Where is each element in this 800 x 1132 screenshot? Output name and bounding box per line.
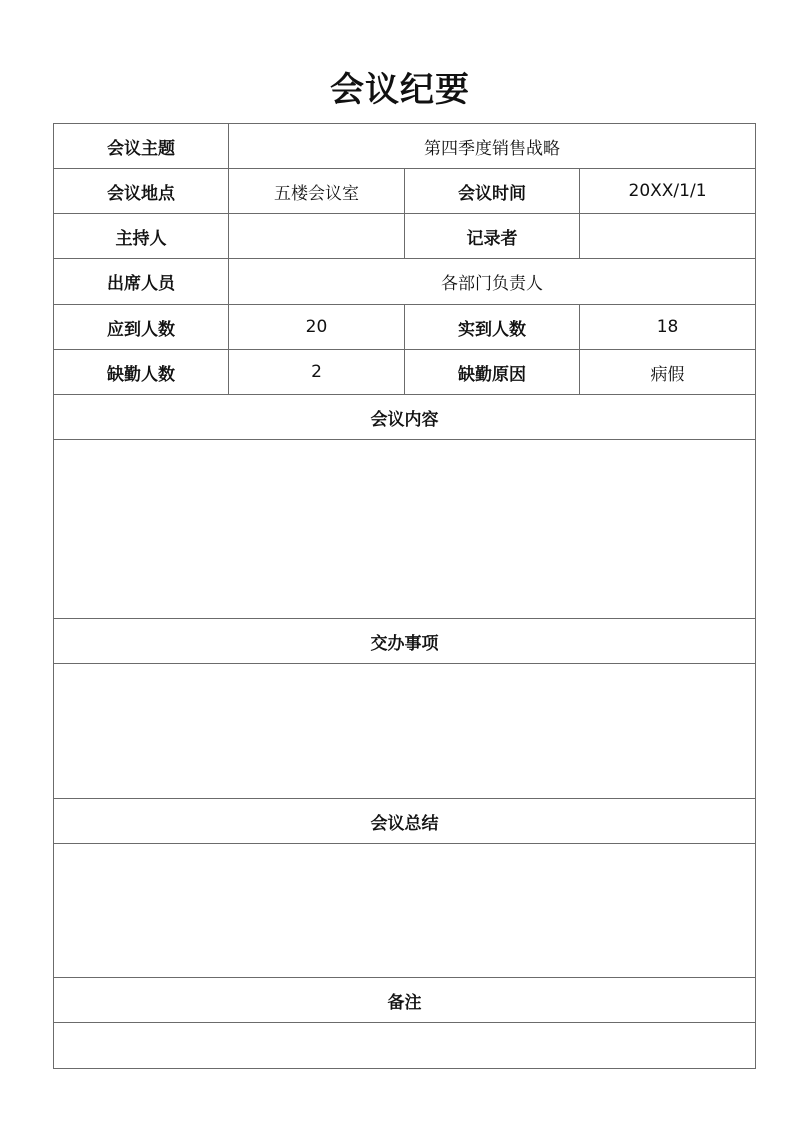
summary-section-body[interactable] bbox=[54, 844, 756, 978]
topic-row bbox=[54, 124, 756, 169]
location-label: 会议地点 bbox=[54, 169, 229, 214]
absent-label: 缺勤人数 bbox=[54, 350, 229, 395]
location-value[interactable]: 五楼会议室 bbox=[229, 169, 405, 214]
notes-section-header: 备注 bbox=[54, 978, 756, 1023]
content-section-header: 会议内容 bbox=[54, 395, 756, 440]
recorder-value[interactable] bbox=[580, 214, 756, 259]
host-recorder-row bbox=[54, 214, 756, 259]
actual-label: 实到人数 bbox=[405, 305, 580, 350]
actual-value[interactable]: 18 bbox=[580, 305, 756, 350]
expected-label: 应到人数 bbox=[54, 305, 229, 350]
content-header-row bbox=[54, 395, 756, 440]
assignments-section-header: 交办事项 bbox=[54, 619, 756, 664]
absent-reason-label: 缺勤原因 bbox=[405, 350, 580, 395]
time-value[interactable]: 20XX/1/1 bbox=[580, 169, 756, 214]
assignments-header-row bbox=[54, 619, 756, 664]
notes-body-row bbox=[54, 1023, 756, 1069]
summary-body-row bbox=[54, 844, 756, 978]
assignments-body-row bbox=[54, 664, 756, 799]
location-time-row bbox=[54, 169, 756, 214]
attendance-row bbox=[54, 305, 756, 350]
expected-value[interactable]: 20 bbox=[229, 305, 405, 350]
notes-header-row bbox=[54, 978, 756, 1023]
content-section-body[interactable] bbox=[54, 440, 756, 619]
topic-label: 会议主题 bbox=[54, 124, 229, 169]
recorder-label: 记录者 bbox=[405, 214, 580, 259]
topic-value[interactable]: 第四季度销售战略 bbox=[229, 124, 756, 169]
summary-header-row bbox=[54, 799, 756, 844]
notes-section-body[interactable] bbox=[54, 1023, 756, 1069]
assignments-section-body[interactable] bbox=[54, 664, 756, 799]
absent-value[interactable]: 2 bbox=[229, 350, 405, 395]
meeting-minutes-table bbox=[53, 123, 756, 1069]
time-label: 会议时间 bbox=[405, 169, 580, 214]
attendees-label: 出席人员 bbox=[54, 259, 229, 305]
host-label: 主持人 bbox=[54, 214, 229, 259]
attendees-value[interactable]: 各部门负责人 bbox=[229, 259, 756, 305]
page-title: 会议纪要 bbox=[330, 70, 470, 110]
summary-section-header: 会议总结 bbox=[54, 799, 756, 844]
attendees-row bbox=[54, 259, 756, 305]
absent-reason-value[interactable]: 病假 bbox=[580, 350, 756, 395]
absence-row bbox=[54, 350, 756, 395]
content-body-row bbox=[54, 440, 756, 619]
host-value[interactable] bbox=[229, 214, 405, 259]
